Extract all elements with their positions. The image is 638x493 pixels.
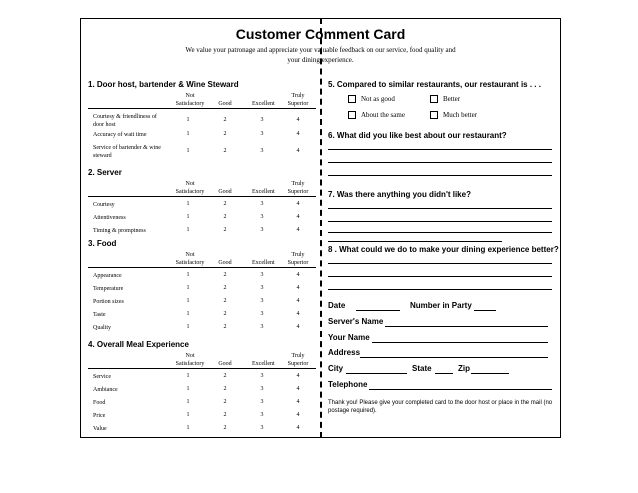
rating-option[interactable]: 4: [296, 311, 300, 317]
cut-line: [320, 18, 322, 438]
scale-label: Truly Superior: [287, 353, 309, 367]
rating-option[interactable]: 3: [260, 324, 264, 330]
rating-option[interactable]: 3: [260, 117, 264, 123]
rating-option[interactable]: 3: [260, 227, 264, 233]
rating-row-label: Quality: [93, 325, 111, 331]
rating-option[interactable]: 4: [296, 373, 300, 379]
date-field[interactable]: [356, 310, 400, 311]
rating-option[interactable]: 2: [223, 272, 227, 278]
scale-label: Good: [218, 101, 232, 107]
rating-option[interactable]: 2: [223, 214, 227, 220]
rating-option[interactable]: 1: [186, 148, 190, 154]
rating-option[interactable]: 3: [260, 399, 264, 405]
rating-option[interactable]: 1: [186, 131, 190, 137]
scale-label: Excellent: [252, 260, 275, 266]
scale-label: Good: [218, 189, 232, 195]
state-label: State: [412, 364, 432, 373]
answer-line[interactable]: [328, 289, 552, 290]
party-field[interactable]: [474, 310, 496, 311]
rating-option[interactable]: 3: [260, 425, 264, 431]
rating-option[interactable]: 1: [186, 399, 190, 405]
checkbox-icon[interactable]: [430, 95, 438, 103]
section-rule: [88, 368, 316, 369]
question-6: 6. What did you like best about our restaurant?: [328, 131, 507, 140]
answer-line[interactable]: [328, 175, 552, 176]
rating-row-label: Value: [93, 426, 107, 432]
answer-line[interactable]: [328, 221, 552, 222]
date-label: Date: [328, 301, 346, 310]
option-about-the-same[interactable]: About the same: [348, 111, 405, 119]
rating-option[interactable]: 4: [296, 214, 300, 220]
checkbox-icon[interactable]: [348, 111, 356, 119]
rating-option[interactable]: 2: [223, 131, 227, 137]
rating-option[interactable]: 1: [186, 311, 190, 317]
question-5: 5. Compared to similar restaurants, our restaurant is . . .: [328, 80, 541, 89]
rating-option[interactable]: 1: [186, 412, 190, 418]
scale-label: Not Satisfactory: [175, 93, 205, 107]
rating-row-label: Timing & promptness: [93, 228, 146, 234]
rating-option[interactable]: 1: [186, 324, 190, 330]
checkbox-icon[interactable]: [348, 95, 356, 103]
scale-label: Truly Superior: [287, 181, 309, 195]
rating-option[interactable]: 1: [186, 285, 190, 291]
rating-option[interactable]: 2: [223, 285, 227, 291]
answer-line[interactable]: [328, 241, 502, 242]
rating-option[interactable]: 1: [186, 373, 190, 379]
option-much-better[interactable]: Much better: [430, 111, 477, 119]
rating-option[interactable]: 4: [296, 425, 300, 431]
rating-option[interactable]: 4: [296, 298, 300, 304]
checkbox-icon[interactable]: [430, 111, 438, 119]
rating-option[interactable]: 3: [260, 285, 264, 291]
rating-option[interactable]: 4: [296, 285, 300, 291]
rating-option[interactable]: 1: [186, 201, 190, 207]
section-rule: [88, 108, 316, 109]
rating-row-label: Ambiance: [93, 387, 118, 393]
telephone-field[interactable]: [369, 389, 552, 390]
rating-row-label: Courtesy: [93, 202, 115, 208]
rating-option[interactable]: 4: [296, 412, 300, 418]
rating-option[interactable]: 3: [260, 131, 264, 137]
scale-label: Truly Superior: [287, 93, 309, 107]
section-title: 3. Food: [88, 239, 117, 248]
state-field[interactable]: [435, 373, 453, 374]
rating-option[interactable]: 3: [260, 272, 264, 278]
rating-row-label: Service: [93, 374, 111, 380]
answer-line[interactable]: [328, 162, 552, 163]
scale-label: Excellent: [252, 189, 275, 195]
server-name-label: Server's Name: [328, 317, 384, 326]
answer-line[interactable]: [328, 149, 552, 150]
thank-you-note: Thank you! Please give your completed card to the door host or place in the mail (no postage required).: [328, 400, 553, 414]
zip-label: Zip: [458, 364, 470, 373]
answer-line[interactable]: [328, 232, 552, 233]
rating-option[interactable]: 4: [296, 324, 300, 330]
rating-option[interactable]: 3: [260, 311, 264, 317]
rating-row-label: Service of bartender & wine steward: [93, 145, 161, 159]
rating-option[interactable]: 4: [296, 201, 300, 207]
rating-option[interactable]: 2: [223, 425, 227, 431]
scale-label: Truly Superior: [287, 252, 309, 266]
server-name-field[interactable]: [385, 326, 548, 327]
rating-row-label: Accuracy of wait time: [93, 132, 147, 138]
answer-line[interactable]: [328, 208, 552, 209]
rating-option[interactable]: 4: [296, 148, 300, 154]
rating-option[interactable]: 2: [223, 373, 227, 379]
question-8: 8 . What could we do to make your dining experience better?: [328, 245, 559, 254]
address-field[interactable]: [360, 357, 548, 358]
option-better[interactable]: Better: [430, 95, 460, 103]
rating-row-label: Appearance: [93, 273, 122, 279]
rating-option[interactable]: 2: [223, 412, 227, 418]
rating-option[interactable]: 1: [186, 227, 190, 233]
rating-option[interactable]: 2: [223, 227, 227, 233]
rating-option[interactable]: 2: [223, 386, 227, 392]
your-name-field[interactable]: [372, 342, 548, 343]
rating-option[interactable]: 2: [223, 298, 227, 304]
answer-line[interactable]: [328, 263, 552, 264]
rating-option[interactable]: 2: [223, 201, 227, 207]
rating-option[interactable]: 1: [186, 425, 190, 431]
rating-option[interactable]: 4: [296, 227, 300, 233]
your-name-label: Your Name: [328, 333, 370, 342]
scale-label: Excellent: [252, 361, 275, 367]
zip-field[interactable]: [471, 373, 509, 374]
rating-option[interactable]: 4: [296, 399, 300, 405]
scale-label: Good: [218, 260, 232, 266]
rating-option[interactable]: 3: [260, 386, 264, 392]
scale-label: Not Satisfactory: [175, 252, 205, 266]
section-rule: [88, 196, 316, 197]
scale-label: Not Satisfactory: [175, 353, 205, 367]
card-title: Customer Comment Card: [235, 26, 406, 42]
rating-option[interactable]: 3: [260, 214, 264, 220]
city-label: City: [328, 364, 344, 373]
option-not-as-good[interactable]: Not as good: [348, 95, 395, 103]
rating-option[interactable]: 1: [186, 117, 190, 123]
telephone-label: Telephone: [328, 380, 368, 389]
rating-option[interactable]: 2: [223, 148, 227, 154]
rating-row-label: Portion sizes: [93, 299, 124, 305]
rating-row-label: Taste: [93, 312, 106, 318]
rating-option[interactable]: 4: [296, 272, 300, 278]
scale-label: Excellent: [252, 101, 275, 107]
rating-option[interactable]: 3: [260, 412, 264, 418]
rating-option[interactable]: 2: [223, 117, 227, 123]
rating-option[interactable]: 3: [260, 148, 264, 154]
question-7: 7. Was there anything you didn't like?: [328, 190, 471, 199]
scale-label: Good: [218, 361, 232, 367]
rating-row-label: Temperature: [93, 286, 124, 292]
rating-option[interactable]: 1: [186, 298, 190, 304]
rating-option[interactable]: 2: [223, 399, 227, 405]
answer-line[interactable]: [328, 276, 552, 277]
scale-label: Not Satisfactory: [175, 181, 205, 195]
rating-option[interactable]: 1: [186, 214, 190, 220]
party-label: Number in Party: [410, 301, 472, 310]
rating-option[interactable]: 1: [186, 272, 190, 278]
rating-option[interactable]: 4: [296, 131, 300, 137]
city-field[interactable]: [346, 373, 407, 374]
rating-option[interactable]: 3: [260, 373, 264, 379]
section-rule: [88, 267, 316, 268]
rating-option[interactable]: 1: [186, 386, 190, 392]
rating-row-label: Attentiveness: [93, 215, 126, 221]
card-subtitle: We value your patronage and appreciate your valuable feedback on our service, food quality and your dining experience.: [185, 46, 456, 64]
rating-option[interactable]: 4: [296, 386, 300, 392]
rating-row-label: Food: [93, 400, 106, 406]
section-title: 1. Door host, bartender & Wine Steward: [88, 80, 239, 89]
rating-option[interactable]: 4: [296, 117, 300, 123]
rating-row-label: Price: [93, 413, 106, 419]
rating-option[interactable]: 3: [260, 201, 264, 207]
rating-row-label: Courtesy & friendliness of door host: [93, 114, 157, 128]
section-title: 4. Overall Meal Experience: [88, 340, 189, 349]
section-title: 2. Server: [88, 168, 122, 177]
address-label: Address: [328, 348, 361, 357]
rating-option[interactable]: 2: [223, 324, 227, 330]
rating-option[interactable]: 2: [223, 311, 227, 317]
rating-option[interactable]: 3: [260, 298, 264, 304]
